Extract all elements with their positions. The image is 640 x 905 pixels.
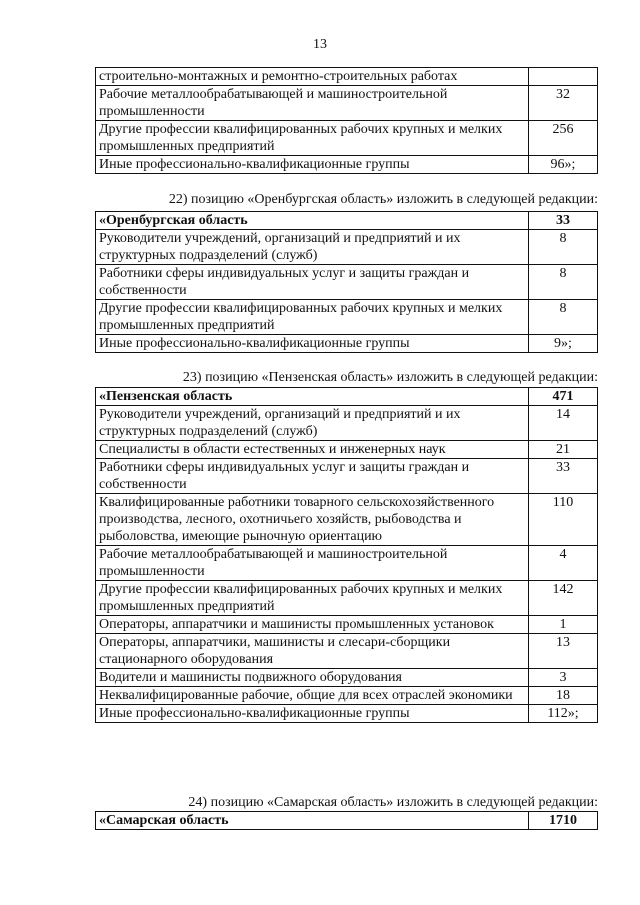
table-row (96, 86, 598, 121)
row-name: Операторы, аппаратчики и машинисты промышленных установок (96, 616, 529, 634)
row-value: 142 (529, 581, 598, 616)
table-row (96, 156, 598, 174)
table-row (96, 687, 598, 705)
paragraph-22: 22) позицию «Оренбургская область» изложить в следующей редакции: (168, 192, 598, 207)
row-value: 3 (529, 669, 598, 687)
row-name: Иные профессионально-квалификационные группы (96, 335, 529, 353)
table-header-row (96, 212, 598, 230)
paragraph-24: 24) позицию «Самарская область» изложить в следующей редакции: (188, 795, 598, 810)
table-continuation (95, 67, 598, 174)
table-row (96, 121, 598, 156)
row-name: Другие профессии квалифицированных рабочих крупных и мелких промышленных предприятий (96, 121, 529, 156)
row-name: Квалифицированные работники товарного сельскохозяйственного производства, лесного, охотничьего хозяйств, рыбоводства и рыболовства, имеющие рыночную ориентацию (96, 494, 529, 546)
row-value: 32 (529, 86, 598, 121)
row-name: Специалисты в области естественных и инженерных наук (96, 441, 529, 459)
region-title: «Оренбургская область (96, 212, 529, 230)
row-value: 8 (529, 300, 598, 335)
row-value: 1 (529, 616, 598, 634)
table-penza (95, 387, 598, 723)
row-value: 112»; (529, 705, 598, 723)
row-value: 13 (529, 634, 598, 669)
table-row (96, 230, 598, 265)
row-value: 14 (529, 406, 598, 441)
row-name: Иные профессионально-квалификационные группы (96, 705, 529, 723)
table-row (96, 406, 598, 441)
table-row (96, 335, 598, 353)
table-row (96, 669, 598, 687)
row-name: Неквалифицированные рабочие, общие для всех отраслей экономики (96, 687, 529, 705)
table-row (96, 68, 598, 86)
page-number: 13 (313, 37, 327, 52)
table-row (96, 634, 598, 669)
row-name: Руководители учреждений, организаций и предприятий и их структурных подразделений (служб) (96, 406, 529, 441)
row-name: Водители и машинисты подвижного оборудования (96, 669, 529, 687)
row-name: Операторы, аппаратчики, машинисты и слесари-сборщики стационарного оборудования (96, 634, 529, 669)
table-samara (95, 811, 598, 830)
row-value (529, 68, 598, 86)
region-total: 471 (529, 388, 598, 406)
row-name: Рабочие металлообрабатывающей и машиностроительной промышленности (96, 86, 529, 121)
row-name: Другие профессии квалифицированных рабочих крупных и мелких промышленных предприятий (96, 581, 529, 616)
row-value: 9»; (529, 335, 598, 353)
table-row (96, 300, 598, 335)
row-value: 96»; (529, 156, 598, 174)
region-title: «Самарская область (96, 812, 529, 830)
row-value: 4 (529, 546, 598, 581)
table-row (96, 705, 598, 723)
row-name: строительно-монтажных и ремонтно-строительных работах (96, 68, 529, 86)
row-value: 256 (529, 121, 598, 156)
table-row (96, 459, 598, 494)
row-value: 110 (529, 494, 598, 546)
row-value: 33 (529, 459, 598, 494)
row-value: 8 (529, 265, 598, 300)
table-row (96, 546, 598, 581)
table-header-row (96, 812, 598, 830)
row-name: Работники сферы индивидуальных услуг и защиты граждан и собственности (96, 459, 529, 494)
row-name: Руководители учреждений, организаций и предприятий и их структурных подразделений (служб) (96, 230, 529, 265)
table-row (96, 441, 598, 459)
table-row (96, 494, 598, 546)
row-name: Работники сферы индивидуальных услуг и защиты граждан и собственности (96, 265, 529, 300)
table-row (96, 616, 598, 634)
row-value: 8 (529, 230, 598, 265)
row-name: Иные профессионально-квалификационные группы (96, 156, 529, 174)
table-orenburg (95, 211, 598, 353)
paragraph-23: 23) позицию «Пензенская область» изложить в следующей редакции: (182, 370, 598, 385)
row-value: 18 (529, 687, 598, 705)
region-total: 1710 (529, 812, 598, 830)
region-total: 33 (529, 212, 598, 230)
row-name: Рабочие металлообрабатывающей и машиностроительной промышленности (96, 546, 529, 581)
table-header-row (96, 388, 598, 406)
region-title: «Пензенская область (96, 388, 529, 406)
row-value: 21 (529, 441, 598, 459)
table-row (96, 581, 598, 616)
table-row (96, 265, 598, 300)
row-name: Другие профессии квалифицированных рабочих крупных и мелких промышленных предприятий (96, 300, 529, 335)
